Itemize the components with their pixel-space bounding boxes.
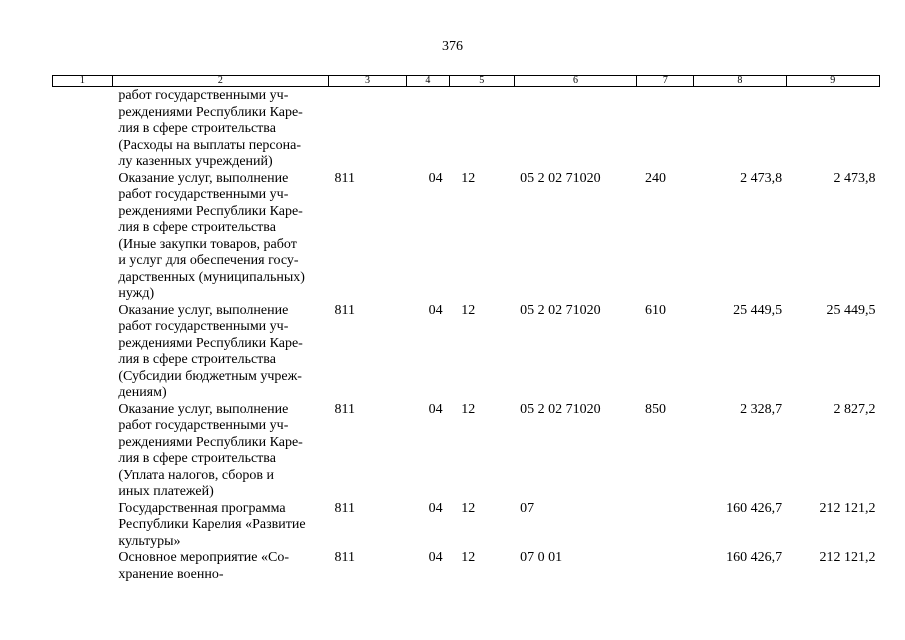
amount-year-2-cell: 212 121,2 bbox=[819, 550, 876, 565]
amount-year-1-cell: 160 426,7 bbox=[726, 500, 783, 516]
row-name-line: (Иные закупки товаров, работ bbox=[118, 236, 297, 252]
table-row bbox=[53, 87, 880, 171]
page-number: 376 bbox=[442, 39, 463, 54]
ministry-code-cell: 811 bbox=[334, 170, 355, 186]
amount-year-1-cell: 2 473,8 bbox=[740, 170, 783, 186]
header-row bbox=[53, 76, 880, 87]
ministry-code-cell: 811 bbox=[334, 550, 355, 565]
row-name-line: (Расходы на выплаты персона- bbox=[118, 137, 302, 153]
expense-type-cell: 240 bbox=[644, 170, 666, 186]
row-name-line: реждениями Республики Каре- bbox=[118, 434, 303, 450]
section-code-cell: 04 bbox=[428, 500, 443, 516]
row-name-line: лия в сфере строительства bbox=[118, 121, 276, 136]
amount-year-2-cell: 212 121,2 bbox=[819, 500, 876, 516]
row-number-cell bbox=[53, 87, 113, 171]
row-name-line: работ государственными уч- bbox=[118, 319, 289, 334]
row-name-line: и услуг для обеспечения госу- bbox=[118, 253, 299, 268]
row-name-line: дарственных (муниципальных) bbox=[118, 269, 305, 285]
row-name-line: нужд) bbox=[118, 286, 155, 301]
amount-year-1-cell bbox=[694, 87, 786, 171]
subsection-code-cell bbox=[449, 87, 514, 171]
amount-year-1-cell: 160 426,7 bbox=[726, 550, 783, 565]
expense-type-cell bbox=[637, 501, 694, 551]
row-name-cell bbox=[112, 171, 328, 303]
row-name-line: реждениями Республики Каре- bbox=[118, 203, 303, 219]
target-article-cell: 05 2 02 71020 bbox=[520, 401, 601, 417]
target-article-cell: 05 2 02 71020 bbox=[520, 170, 601, 186]
section-code-cell: 04 bbox=[428, 170, 443, 186]
header-col-5: 5 bbox=[449, 76, 514, 87]
row-name-line: реждениями Республики Каре- bbox=[118, 104, 303, 120]
row-name-line: лия в сфере строительства bbox=[118, 352, 276, 367]
row-name-line: хранение военно- bbox=[118, 566, 224, 582]
budget-table bbox=[52, 75, 880, 583]
row-name-line: Оказание услуг, выполнение bbox=[118, 401, 289, 417]
row-name-line: (Субсидии бюджетным учреж- bbox=[118, 368, 302, 384]
expense-type-cell: 850 bbox=[644, 401, 666, 417]
header-col-6: 6 bbox=[514, 76, 637, 87]
target-article-cell bbox=[514, 87, 637, 171]
row-name-line: Основное мероприятие «Со- bbox=[118, 550, 289, 565]
amount-year-2-cell: 25 449,5 bbox=[826, 302, 876, 318]
row-number-cell bbox=[53, 303, 113, 402]
amount-year-1-cell: 2 328,7 bbox=[740, 401, 783, 417]
section-code-cell: 04 bbox=[428, 302, 443, 318]
amount-year-1-cell: 25 449,5 bbox=[733, 302, 783, 318]
target-article-cell: 07 0 01 bbox=[520, 550, 563, 565]
target-article-cell: 07 bbox=[520, 500, 535, 516]
ministry-code-cell: 811 bbox=[334, 401, 355, 417]
header-col-7: 7 bbox=[637, 76, 694, 87]
row-name-cell bbox=[112, 501, 328, 551]
row-name-line: дениям) bbox=[118, 385, 167, 400]
row-name-cell bbox=[112, 303, 328, 402]
header-col-8: 8 bbox=[694, 76, 786, 87]
ministry-code-cell: 811 bbox=[334, 500, 355, 516]
row-name-line: иных платежей) bbox=[118, 484, 214, 499]
amount-year-2-cell: 2 827,2 bbox=[833, 401, 876, 417]
subsection-code-cell: 12 bbox=[461, 550, 476, 565]
subsection-code-cell: 12 bbox=[461, 170, 476, 186]
row-number-cell bbox=[53, 550, 113, 583]
table-row bbox=[53, 501, 880, 551]
row-name-line: Республики Карелия «Развитие bbox=[118, 517, 306, 532]
header-col-1: 1 bbox=[53, 76, 113, 87]
row-name-cell bbox=[112, 402, 328, 501]
row-number-cell bbox=[53, 501, 113, 551]
row-name-line: работ государственными уч- bbox=[118, 418, 289, 433]
subsection-code-cell: 12 bbox=[461, 500, 476, 516]
header-col-4: 4 bbox=[407, 76, 450, 87]
section-code-cell bbox=[407, 87, 450, 171]
target-article-cell: 05 2 02 71020 bbox=[520, 302, 601, 318]
row-name-line: реждениями Республики Каре- bbox=[118, 335, 303, 351]
table-row bbox=[53, 171, 880, 303]
row-name-line: лу казенных учреждений) bbox=[118, 154, 273, 169]
table-body bbox=[53, 87, 880, 584]
subsection-code-cell: 12 bbox=[461, 401, 476, 417]
ministry-code-cell bbox=[328, 87, 406, 171]
header-col-3: 3 bbox=[328, 76, 406, 87]
row-name-line: Оказание услуг, выполнение bbox=[118, 170, 289, 186]
row-name-cell bbox=[112, 87, 328, 171]
subsection-code-cell: 12 bbox=[461, 302, 476, 318]
row-name-line: лия в сфере строительства bbox=[118, 451, 276, 466]
expense-type-cell bbox=[637, 87, 694, 171]
row-number-cell bbox=[53, 402, 113, 501]
row-name-line: Оказание услуг, выполнение bbox=[118, 302, 289, 318]
table-row bbox=[53, 402, 880, 501]
expense-type-cell bbox=[637, 550, 694, 583]
row-name-line: (Уплата налогов, сборов и bbox=[118, 467, 274, 483]
row-number-cell bbox=[53, 171, 113, 303]
row-name-line: культуры» bbox=[118, 533, 181, 549]
row-name-line: работ государственными уч- bbox=[118, 88, 289, 103]
row-name-line: Государственная программа bbox=[118, 500, 286, 516]
header-col-2: 2 bbox=[112, 76, 328, 87]
amount-year-2-cell: 2 473,8 bbox=[833, 170, 876, 186]
section-code-cell: 04 bbox=[428, 550, 443, 565]
ministry-code-cell: 811 bbox=[334, 302, 355, 318]
table-row bbox=[53, 303, 880, 402]
row-name-cell bbox=[112, 550, 328, 583]
row-name-line: лия в сфере строительства bbox=[118, 220, 276, 235]
amount-year-2-cell bbox=[786, 87, 879, 171]
row-name-line: работ государственными уч- bbox=[118, 187, 289, 202]
expense-type-cell: 610 bbox=[644, 302, 666, 318]
header-col-9: 9 bbox=[786, 76, 879, 87]
section-code-cell: 04 bbox=[428, 401, 443, 417]
table-row bbox=[53, 550, 880, 583]
